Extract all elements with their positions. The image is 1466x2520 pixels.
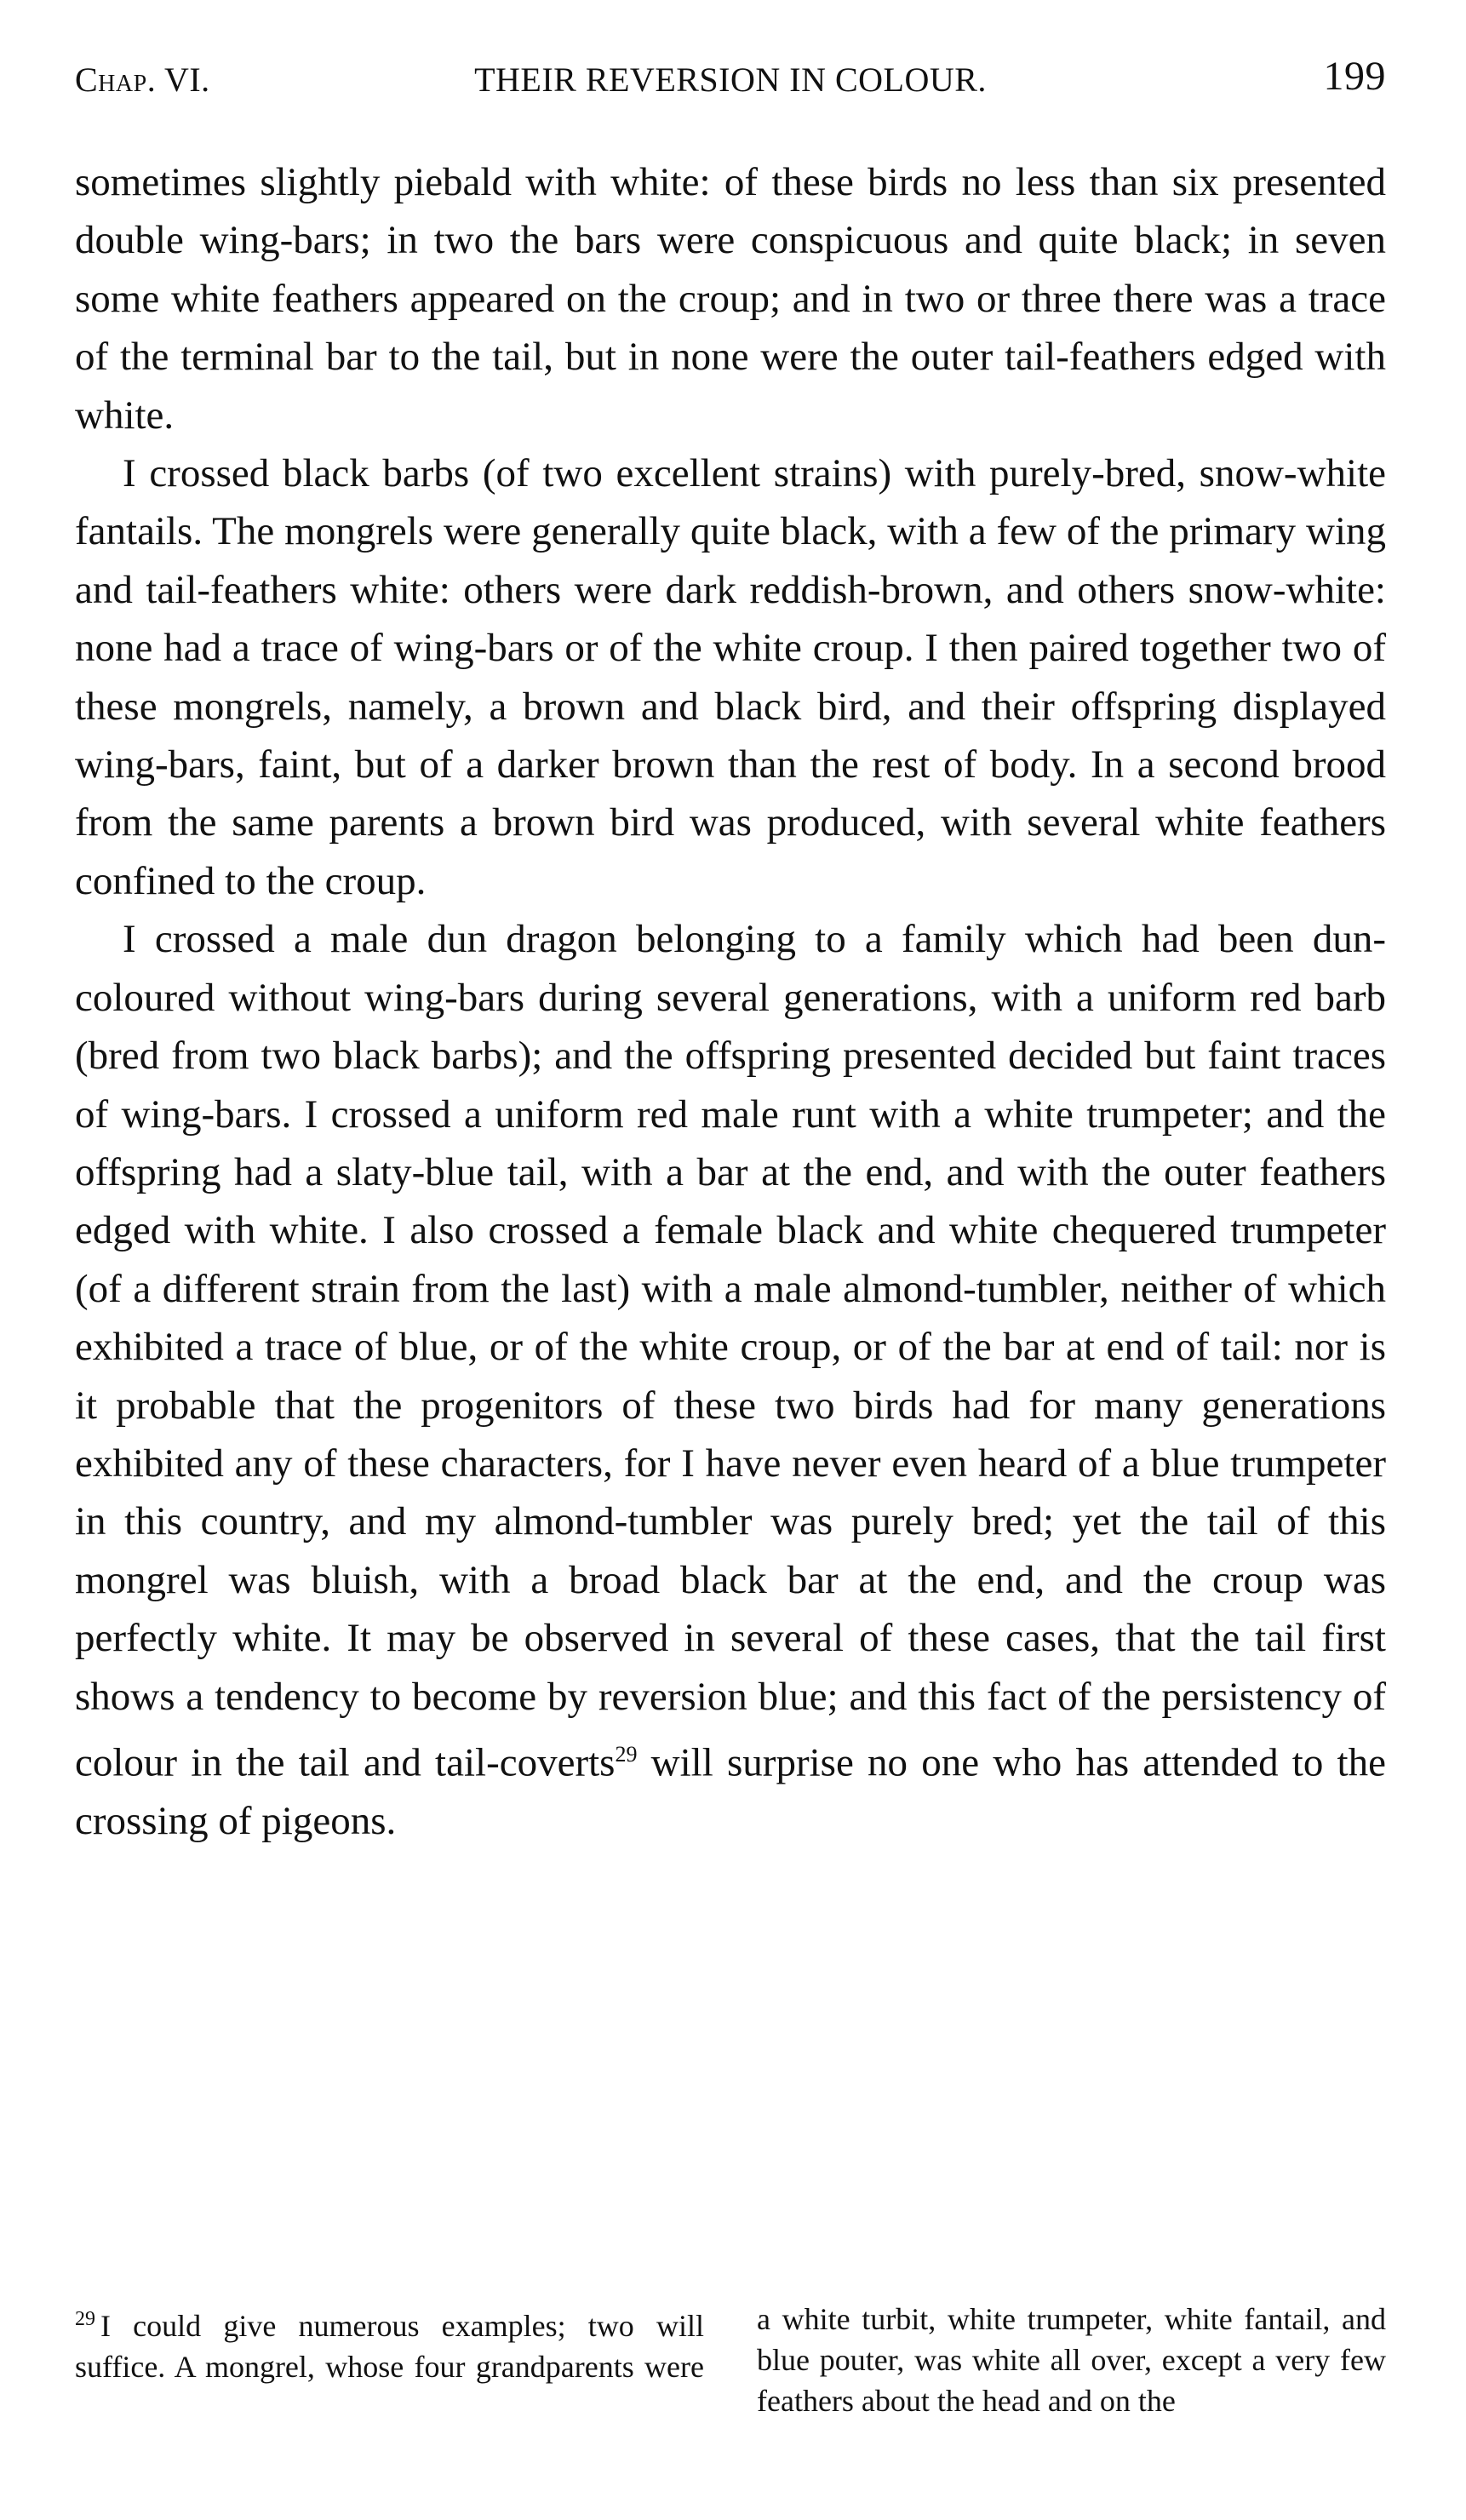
paragraph-3-text: I crossed a male dun dragon belonging to a family which had been dun-coloured without wing-bars during several generations, with a uniform red barb (bred from two black barbs); and the offspring presented decided but faint traces of wing-bars. I crossed a uniform red male runt with a white trumpeter; and the offspring had a slaty-blue tail, with a bar at the end, and with the outer feathers edged with white. I also crossed a female black and white chequered trumpeter (of a different strain from the last) with a male almond-tumbler, neither of which exhibited a trace of blue, or of the white croup, or of the bar at end of tail: nor is it probable that the progenitors of these two birds had for many generations exhibited any of these characters, for I have never even heard of a blue trumpeter in this country, and my almond-tumbler was purely bred; yet the tail of this mongrel was bluish, with a broad black bar at the end, and the croup was perfectly white. It may be observed in several of these cases, that the tail first shows a tendency to become by reversion blue; and this fact of the persistency of colour in the tail and tail-coverts	[75, 917, 1386, 1785]
chapter-label: Chap. VI.	[75, 60, 210, 99]
running-head	[75, 53, 1386, 121]
paragraph-2: I crossed black barbs (of two excellent strains) with purely-bred, snow-white fantails. The mongrels were generally quite black, with a few of the primary wing and tail-feathers white: others were dark reddish-brown, and others snow-white: none had a trace of wing-bars or of the white croup. I then paired together two of these mongrels, namely, a brown and black bird, and their offspring displayed wing-bars, faint, but of a darker brown than the rest of body. In a second brood from the same parents a brown bird was produced, with several white feathers confined to the croup.	[75, 451, 1386, 903]
footnote-29	[75, 2299, 1386, 2421]
footnote-reference: 29	[615, 1741, 638, 1767]
paragraph-3	[75, 910, 1386, 1850]
footnotes	[75, 2299, 1386, 2421]
body-text	[75, 153, 1386, 1850]
footnote-marker: 29	[75, 2308, 95, 2330]
footnote-text: I could give numerous examples; two will suffice. A mongrel, whose four grandparents were a white turbit, white trumpeter, white fantail, and blue pouter, was white all over, except a very few feathers about the head and on the	[75, 2302, 1386, 2418]
running-title: THEIR REVERSION IN COLOUR.	[474, 60, 987, 99]
page-number: 199	[1323, 54, 1386, 99]
paragraph-1: sometimes slightly piebald with white: of these birds no less than six presented double wing-bars; in two the bars were conspicuous and quite black; in seven some white feathers appeared on the croup; and in two or three there was a trace of the terminal bar to the tail, but in none were the outer tail-feathers edged with white.	[75, 160, 1386, 438]
paragraph-3-text-end: will surprise no one who has attended to the crossing of pigeons.	[75, 1740, 1386, 1844]
